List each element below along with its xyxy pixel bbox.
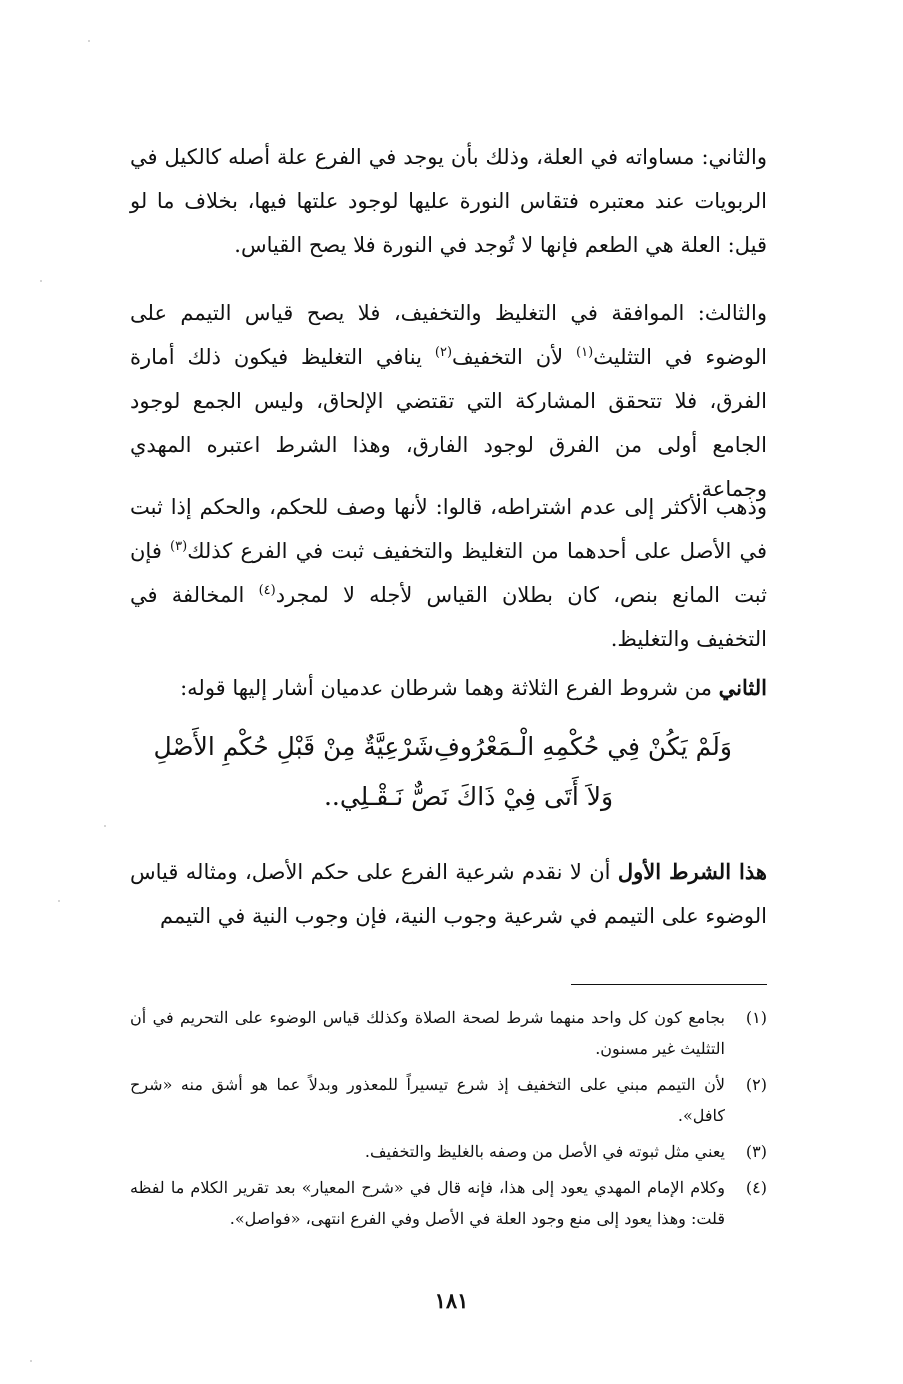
paragraph-branch-conditions	[130, 666, 767, 710]
footnote-item	[130, 1172, 767, 1234]
footnote-number: (٤)	[745, 1178, 767, 1197]
paragraph-text: وذهب الأكثر إلى عدم اشتراطه، قالوا: لأنها وصف للحكم، والحكم إذا ثبت في الأصل على أحدهما من التغليظ والتخفيف ثبت في الفرع كذلك	[130, 495, 767, 563]
footnote-item	[130, 1136, 767, 1167]
footnote-number: (٢)	[745, 1075, 767, 1094]
verse-hemistich: شَرْعِيَّةٌ مِنْ قَبْلِ حُكْمِ الأَصْلِ	[153, 732, 434, 761]
poetry-verse	[130, 722, 767, 822]
footnote-text: لأن التيمم مبني على التخفيف إذ شرع تيسيراً للمعذور وبدلاً عما هو أشق منه «شرح كافل».	[130, 1075, 725, 1125]
paragraph-text: والثالث: الموافقة في التغليظ والتخفيف، فلا يصح قياس التيمم على الوضوء في التثليث	[130, 301, 767, 369]
scan-speck	[40, 280, 42, 282]
paragraph-text: المخالفة في التخفيف والتغليظ.	[130, 583, 767, 651]
bold-heading-word: هذا الشرط الأول	[617, 859, 767, 884]
scan-speck	[30, 1360, 32, 1362]
footnote-reference[interactable]: (٤)	[258, 583, 276, 598]
footnote-separator	[571, 984, 767, 985]
page-number: ١٨١	[434, 1288, 469, 1313]
verse-line: وَلاَ أَتَى فِيْ ذَاكَ نَصٌّ نَـقْـلِي..	[323, 782, 614, 811]
footnote-item	[130, 1069, 767, 1131]
paragraph-text: والثاني: مساواته في العلة، وذلك بأن يوجد في الفرع علة أصله كالكيل في الربويات عند معتبره فتقاس النورة عليها لوجود علتها فيها، بخلاف ما لو قيل: العلة هي الطعم فإنها لا تُوجد في النورة فلا يصح القياس.	[130, 145, 767, 257]
footnote-item	[130, 1002, 767, 1064]
paragraph-majority-view	[130, 485, 767, 661]
verse-line	[130, 722, 767, 772]
footnote-text: يعني مثل ثبوته في الأصل من وصفه بالغليظ والتخفيف.	[364, 1142, 725, 1161]
paragraph-text: فإن ثبت المانع بنص، كان بطلان القياس لأجله لا لمجرد	[130, 539, 767, 607]
scan-speck	[88, 40, 90, 42]
paragraph-text: أن لا نقدم شرعية الفرع على حكم الأصل، ومثاله قياس الوضوء على التيمم في شرعية وجوب النية، فإن وجوب النية في التيمم	[130, 860, 767, 928]
footnote-reference[interactable]: (٣)	[170, 539, 188, 554]
paragraph-first-condition	[130, 850, 767, 938]
bold-heading-word: الثاني	[718, 675, 767, 700]
footnote-number: (٣)	[745, 1142, 767, 1161]
footnote-reference[interactable]: (١)	[576, 345, 594, 360]
footnotes	[130, 1002, 767, 1239]
paragraph-text: ينافي التغليظ فيكون ذلك أمارة الفرق، فلا تتحقق المشاركة التي تقتضي الإلحاق، وليس الجمع لوجود الجامع أولى من الفرق لوجود الفارق، وهذا الشرط اعتبره المهدي وجماعة.	[130, 345, 767, 501]
verse-hemistich: وَلَمْ يَكُنْ فِي حُكْمِهِ الْـمَعْرُوفِ	[434, 732, 732, 761]
paragraph-second-condition	[130, 135, 767, 267]
footnote-text: وكلام الإمام المهدي يعود إلى هذا، فإنه قال في «شرح المعيار» بعد تقرير الكلام ما لفظه قلت: وهذا يعود إلى منع وجود العلة في الأصل وفي الفرع انتهى، «فواصل».	[130, 1178, 725, 1228]
footnote-reference[interactable]: (٢)	[434, 345, 453, 360]
paragraph-third-condition	[130, 291, 767, 511]
footnote-number: (١)	[745, 1008, 767, 1027]
paragraph-text: من شروط الفرع الثلاثة وهما شرطان عدميان أشار إليها قوله:	[180, 676, 719, 700]
paragraph-text: لأن التخفيف	[452, 345, 577, 369]
footnote-text: بجامع كون كل واحد منهما شرط لصحة الصلاة وكذلك قياس الوضوء على التحريم في أن التثليث غير مسنون.	[130, 1008, 725, 1058]
scan-speck	[104, 825, 106, 827]
scan-speck	[58, 900, 60, 902]
